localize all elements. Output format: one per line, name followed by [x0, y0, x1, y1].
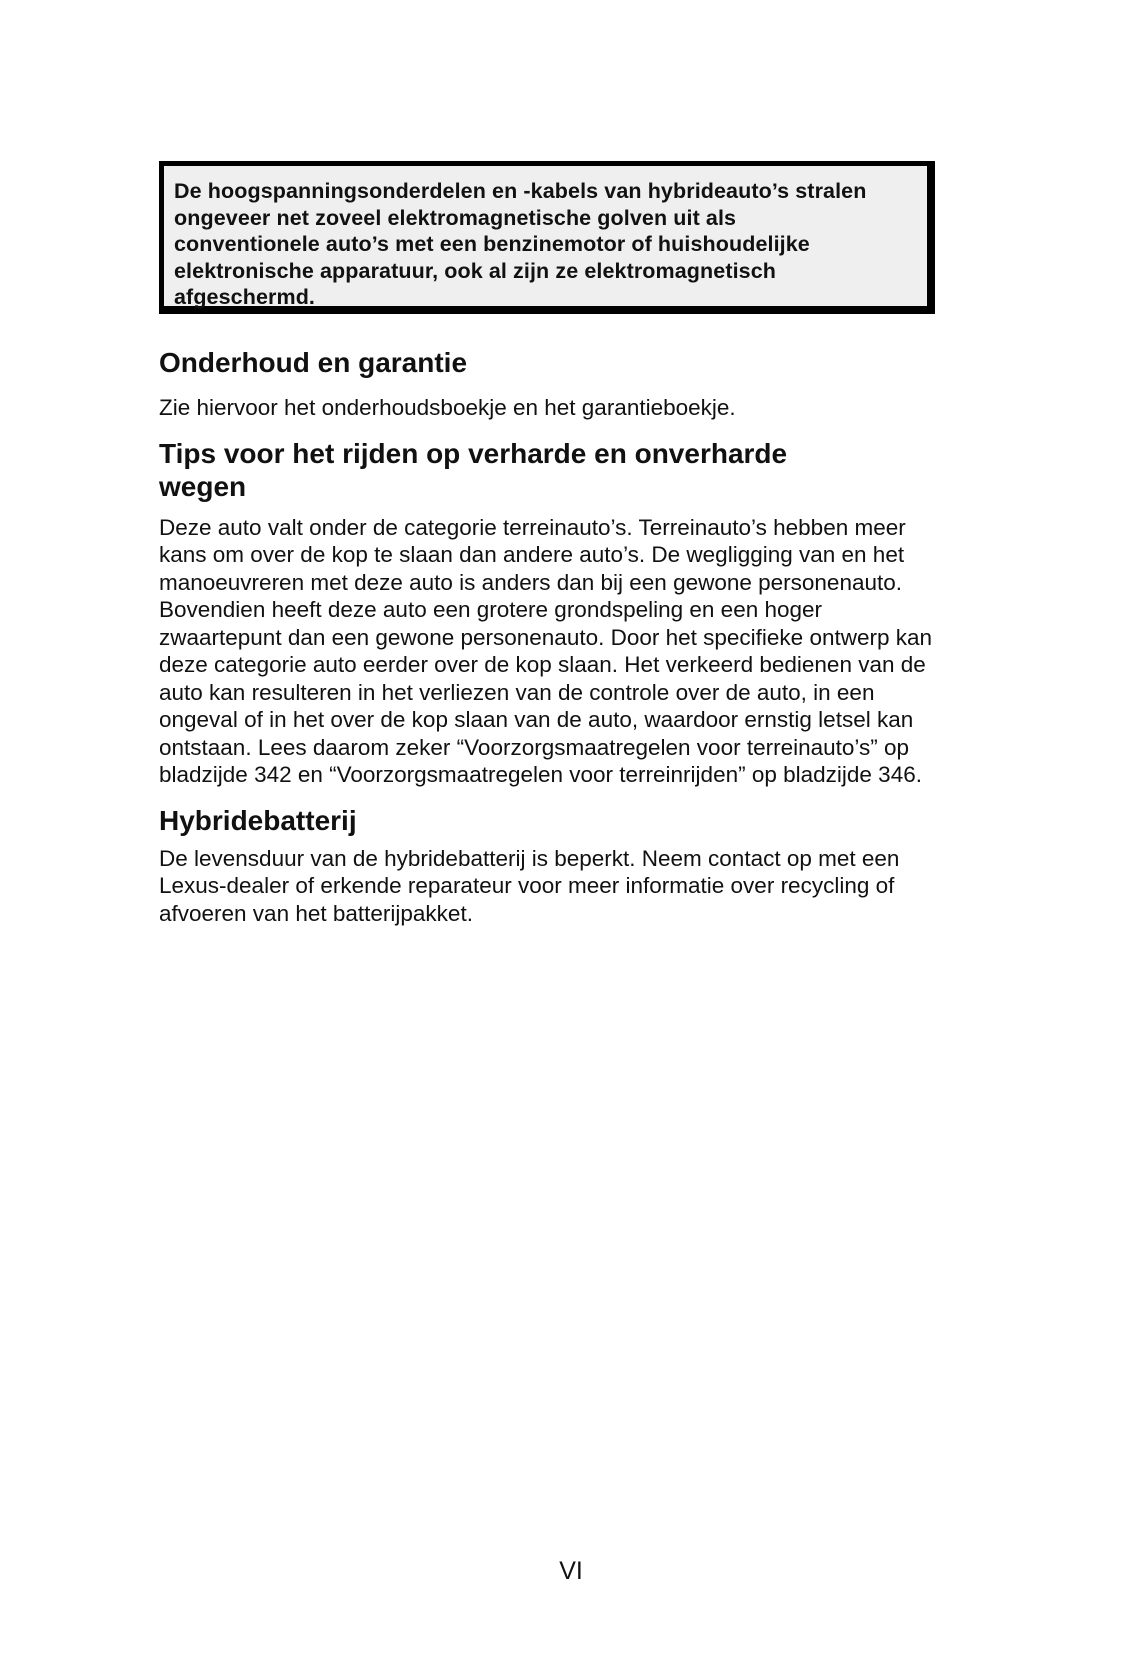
- section-body: Zie hiervoor het onderhoudsboekje en het garantieboekje.: [159, 395, 736, 420]
- section-body: Deze auto valt onder de categorie terreinauto’s. Terreinauto’s hebben meer kans om over de kop te slaan dan andere auto’s. De wegligging van en het manoeuvreren met deze auto is anders dan bij een gewone personenauto. Bovendien heeft deze auto een grotere grondspeling en een hoger zwaartepunt dan een gewone personenauto. Door het specifieke ontwerp kan deze categorie auto eerder over de kop slaan. Het verkeerd bedienen van de auto kan resulteren in het verliezen van de controle over de auto, in een ongeval of in het over de kop slaan van de auto, waardoor ernstig letsel kan ontstaan. Lees daarom zeker “Voorzorgsmaatregelen voor terreinauto’s” op bladzijde 342 en “Voorzorgsmaatregelen voor terreinrijden” op bladzijde 346.: [159, 514, 933, 787]
- section-maintenance: [159, 346, 959, 422]
- document-content: [159, 346, 959, 927]
- section-heading: Tips voor het rijden op verharde en onverharde wegen: [159, 437, 788, 502]
- notice-text: De hoogspanningsonderdelen en -kabels van hybrideauto’s stralen ongeveer net zoveel elektromagnetische golven uit als conventionele auto’s met een benzinemotor of huishoudelijke elektronische apparatuur, ook al zijn ze elektromagnetisch afgeschermd.: [174, 179, 867, 309]
- section-driving-tips: [159, 437, 959, 789]
- section-hybrid-battery: [159, 804, 959, 928]
- notice-box: [159, 161, 935, 314]
- section-body: De levensduur van de hybridebatterij is beperkt. Neem contact op met een Lexus-dealer of erkende reparateur voor meer informatie over recycling of afvoeren van het batterijpakket.: [159, 845, 900, 926]
- page-number: VI: [559, 1557, 583, 1585]
- section-heading: Hybridebatterij: [159, 804, 357, 836]
- section-heading: Onderhoud en garantie: [159, 347, 468, 378]
